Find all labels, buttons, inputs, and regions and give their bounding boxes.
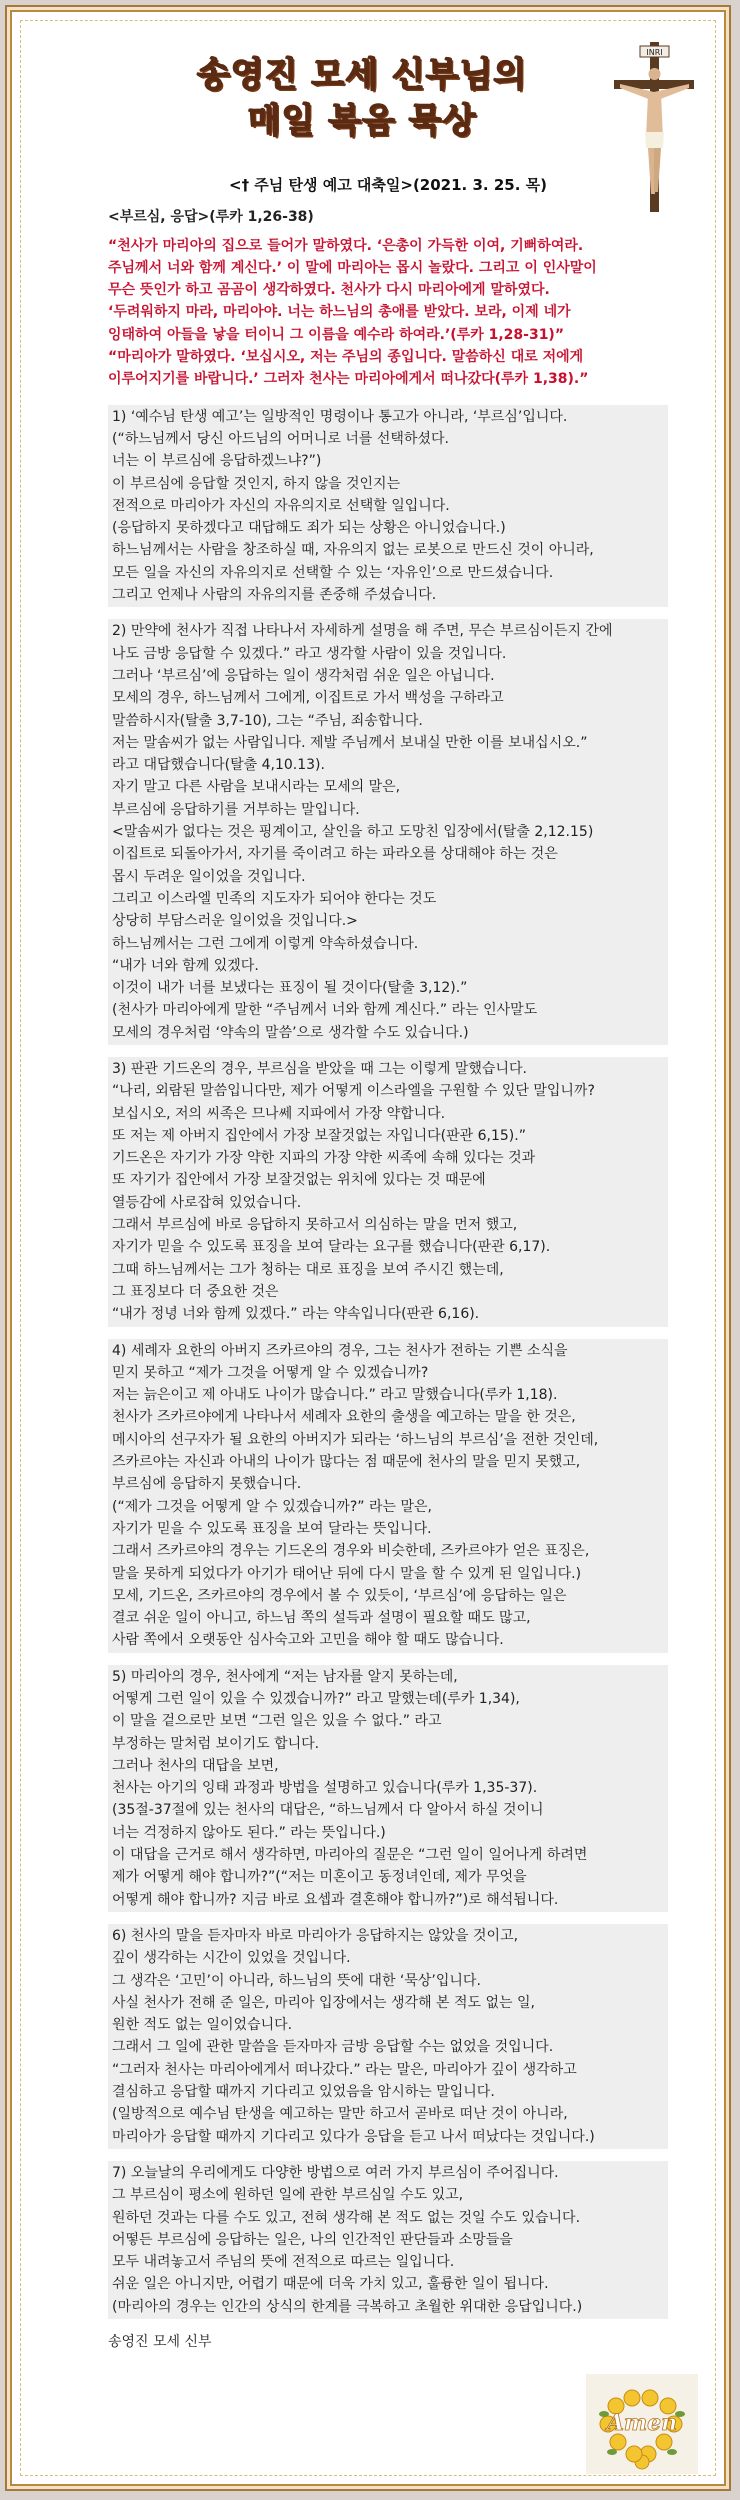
paragraph-line: 천사가 즈카르야에게 나타나서 세례자 요한의 출생을 예고하는 말을 한 것은, [112, 1409, 576, 1426]
paragraph-line: 결코 쉬운 일이 아니고, 하느님 쪽의 설득과 설명이 필요할 때도 많고, [112, 1610, 531, 1627]
paragraph-line: 사람 쪽에서 오랫동안 심사숙고와 고민을 해야 할 때도 많습니다. [112, 1632, 504, 1649]
paragraph-line: (응답하지 못하겠다고 대답해도 죄가 되는 상황은 아니었습니다.) [112, 520, 506, 537]
paragraph-line: 부르심에 응답하기를 거부하는 말입니다. [112, 801, 360, 818]
paragraph-line: (“제가 그것을 어떻게 알 수 있겠습니까?” 라는 말은, [112, 1498, 432, 1515]
paragraph-7 [108, 2161, 668, 2319]
amen-badge-icon [586, 2374, 698, 2474]
page-frame [10, 10, 726, 2486]
title-line-2: 매일 복음 묵상 [247, 101, 477, 141]
paragraph-line: (“하느님께서 당신 아드님의 어머니로 너를 선택하셨다. [112, 430, 449, 447]
paragraph-line: 사실 천사가 전해 준 일은, 마리아 입장에서는 생각해 본 적도 없는 일, [112, 1994, 535, 2011]
paragraph-line: 3) 판관 기드온의 경우, 부르심을 받았을 때 그는 이렇게 말했습니다. [112, 1060, 527, 1077]
paragraph-line: 이집트로 되돌아가서, 자기를 죽이려고 하는 파라오를 상대해야 하는 것은 [112, 846, 558, 863]
paragraph-line: 열등감에 사로잡혀 있었습니다. [112, 1194, 302, 1211]
paragraph-line: 그러나 ‘부르심’에 응답하는 일이 생각처럼 쉬운 일은 아닙니다. [112, 667, 495, 684]
paragraph-2 [108, 619, 668, 1045]
paragraph-line: 자기 말고 다른 사람을 보내시라는 모세의 말은, [112, 779, 401, 796]
paragraph-line: 하느님께서는 사람을 창조하실 때, 자유의지 없는 로봇으로 만드신 것이 아니라, [112, 542, 594, 559]
paragraph-line: 그 생각은 ‘고민’이 아니라, 하느님의 뜻에 대한 ‘묵상’입니다. [112, 1972, 481, 1989]
paragraph-line: 그리고 이스라엘 민족의 지도자가 되어야 한다는 것도 [112, 890, 437, 907]
paragraph-line: 이것이 내가 너를 보냈다는 표징이 될 것이다(탈출 3,12).” [112, 980, 468, 997]
signature: 송영진 모세 신부 [108, 2334, 212, 2351]
paragraph-line: “내가 정녕 너와 함께 있겠다.” 라는 약속입니다(판관 6,16). [112, 1306, 480, 1323]
page-title [12, 52, 712, 144]
paragraph-line: 부정하는 말처럼 보이기도 합니다. [112, 1735, 320, 1752]
headline: <† 주님 탄생 예고 대축일>(2021. 3. 25. 목) [229, 176, 547, 194]
gospel-line: 잉태하여 아들을 낳을 터이니 그 이름을 예수라 하여라.’(루카 1,28-31)” [108, 326, 565, 343]
gospel-line: “마리아가 말하였다. ‘보십시오, 저는 주님의 종입니다. 말씀하신 대로 저에게 [108, 349, 584, 366]
title-line-1: 송영진 모세 신부님의 [196, 55, 528, 95]
gospel-line: “천사가 마리아의 집으로 들어가 말하였다. ‘은총이 가득한 이여, 기뻐하여라. [108, 237, 584, 254]
paragraph-4 [108, 1339, 668, 1653]
paragraph-line: 2) 만약에 천사가 직접 나타나서 자세하게 설명을 해 주면, 무슨 부르심이든지 간에 [112, 623, 613, 640]
paragraph-line: 4) 세례자 요한의 아버지 즈카르야의 경우, 그는 천사가 전하는 기쁜 소식을 [112, 1342, 568, 1359]
paragraph-line: 그리고 언제나 사람의 자유의지를 존중해 주셨습니다. [112, 587, 437, 604]
paragraph-line: (35절-37절에 있는 천사의 대답은, “하느님께서 다 알아서 하실 것이니 [112, 1802, 544, 1819]
paragraph-line: 그래서 즈카르야의 경우는 기드온의 경우와 비슷한데, 즈카르야가 얻은 표징은, [112, 1543, 590, 1560]
gospel-line: 주님께서 너와 함께 계신다.’ 이 말에 마리아는 몹시 놀랐다. 그리고 이 인사말이 [108, 259, 597, 276]
subheading: <부르심, 응답>(루카 1,26-38) [108, 209, 314, 226]
paragraph-line: 1) ‘예수님 탄생 예고’는 일방적인 명령이나 통고가 아니라, ‘부르심’입니다. [112, 408, 568, 425]
paragraph-1 [108, 405, 668, 608]
gospel-quote [108, 235, 668, 391]
paragraph-line: (마리아의 경우는 인간의 상식의 한계를 극복하고 초월한 위대한 응답입니다.) [112, 2298, 583, 2315]
paragraph-line: 모든 일을 자신의 자유의지로 선택할 수 있는 ‘자유인’으로 만드셨습니다. [112, 564, 554, 581]
paragraph-line: 저는 말솜씨가 없는 사람입니다. 제발 주님께서 보내실 만한 이를 보내십시오.” [112, 734, 588, 751]
paragraph-line: <말솜씨가 없다는 것은 핑계이고, 살인을 하고 도망친 입장에서(탈출 2,12.15) [112, 824, 594, 841]
paragraph-line: 모세의 경우처럼 ‘약속의 말씀’으로 생각할 수도 있습니다.) [112, 1024, 469, 1041]
paragraph-line: 7) 오늘날의 우리에게도 다양한 방법으로 여러 가지 부르심이 주어집니다. [112, 2164, 559, 2181]
gospel-line: 이루어지기를 바랍니다.’ 그러자 천사는 마리아에게서 떠나갔다(루카 1,38).” [108, 371, 589, 388]
inri-sign: INRI [646, 48, 663, 57]
paragraph-line: “그러자 천사는 마리아에게서 떠나갔다.” 라는 말은, 마리아가 깊이 생각하고 [112, 2061, 577, 2078]
paragraph-line: 그 부르심이 평소에 원하던 일에 관한 부르심일 수도 있고, [112, 2187, 464, 2204]
paragraph-line: 라고 대답했습니다(탈출 4,10.13). [112, 757, 325, 774]
paragraph-line: 원한 적도 없는 일이었습니다. [112, 2017, 293, 2034]
paragraph-line: “내가 너와 함께 있겠다. [112, 957, 259, 974]
paragraph-line: 이 말을 겉으로만 보면 “그런 일은 있을 수 없다.” 라고 [112, 1713, 442, 1730]
paragraph-line: 그 표징보다 더 중요한 것은 [112, 1283, 279, 1300]
paragraph-line: 즈카르야는 자신과 아내의 나이가 많다는 점 때문에 천사의 말을 믿지 못했고, [112, 1454, 581, 1471]
paragraph-line: 저는 늙은이고 제 아내도 나이가 많습니다.” 라고 말했습니다(루카 1,18). [112, 1387, 558, 1404]
paragraph-3 [108, 1057, 668, 1327]
paragraph-line: 모세의 경우, 하느님께서 그에게, 이집트로 가서 백성을 구하라고 [112, 690, 504, 707]
paragraph-line: 또 자기가 집안에서 가장 보잘것없는 위치에 있다는 것 때문에 [112, 1172, 486, 1189]
paragraph-line: 자기가 믿을 수 있도록 표징을 보여 달라는 요구를 했습니다(판관 6,17). [112, 1239, 551, 1256]
paragraph-line: 믿지 못하고 “제가 그것을 어떻게 알 수 있겠습니까? [112, 1364, 429, 1381]
paragraph-line: 마리아가 응답할 때까지 기다리고 있다가 응답을 듣고 나서 떠났다는 것입니다.) [112, 2128, 595, 2145]
paragraph-line: 나도 금방 응답할 수 있겠다.” 라고 생각할 사람이 있을 것입니다. [112, 645, 507, 662]
paragraph-5 [108, 1665, 668, 1912]
paragraph-line: 전적으로 마리아가 자신의 자유의지로 선택할 일입니다. [112, 497, 450, 514]
paragraph-line: 이 대답을 근거로 해서 생각하면, 마리아의 질문은 “그런 일이 일어나게 하려면 [112, 1847, 588, 1864]
paragraph-line: 자기가 믿을 수 있도록 표징을 보여 달라는 뜻입니다. [112, 1520, 432, 1537]
gospel-line: ‘두려워하지 마라, 마리아야. 너는 하느님의 총애를 받았다. 보라, 이제 네가 [108, 304, 571, 321]
paragraph-line: 어떻든 부르심에 응답하는 일은, 나의 인간적인 판단들과 소망들을 [112, 2231, 513, 2248]
paragraph-line: 모두 내려놓고서 주님의 뜻에 전적으로 따르는 일입니다. [112, 2254, 455, 2271]
paragraph-line: 하느님께서는 그런 그에게 이렇게 약속하셨습니다. [112, 935, 419, 952]
paragraph-line: 그러나 천사의 대답을 보면, [112, 1757, 279, 1774]
paragraph-line: 이 부르심에 응답할 것인지, 하지 않을 것인지는 [112, 475, 401, 492]
paragraph-6 [108, 1924, 668, 2149]
paragraph-line: 그때 하느님께서는 그가 청하는 대로 표징을 보여 주시긴 했는데, [112, 1261, 504, 1278]
paragraph-line: 말을 못하게 되었다가 아기가 태어난 뒤에 다시 말을 할 수 있게 된 일입니다.) [112, 1565, 582, 1582]
paragraph-line: “나리, 외람된 말씀입니다만, 제가 어떻게 이스라엘을 구원할 수 있단 말입니까? [112, 1083, 595, 1100]
paragraph-line: 말씀하시자(탈출 3,7-10), 그는 “주님, 죄송합니다. [112, 712, 423, 729]
paragraph-line: 제가 어떻게 해야 합니까?”(“저는 미혼이고 동정녀인데, 제가 무엇을 [112, 1869, 527, 1886]
paragraph-line: (천사가 마리아에게 말한 “주님께서 너와 함께 계신다.” 라는 인사말도 [112, 1002, 538, 1019]
paragraph-line: 메시아의 선구자가 될 요한의 아버지가 되라는 ‘하느님의 부르심’을 전한 것인데, [112, 1431, 599, 1448]
paragraph-line: 쉬운 일은 아니지만, 어렵기 때문에 더욱 가치 있고, 훌륭한 일이 됩니다. [112, 2276, 549, 2293]
paragraph-line: 원하던 것과는 다를 수도 있고, 전혀 생각해 본 적도 없는 것일 수도 있습니다. [112, 2209, 581, 2226]
paragraph-line: 보십시오, 저의 씨족은 므나쎄 지파에서 가장 약합니다. [112, 1105, 446, 1122]
gospel-line: 무슨 뜻인가 하고 곰곰이 생각하였다. 천사가 다시 마리아에게 말하였다. [108, 282, 550, 299]
paragraph-line: 부르심에 응답하지 못했습니다. [112, 1476, 302, 1493]
amen-text: Amen [606, 2410, 678, 2436]
paragraph-line: 기드온은 자기가 가장 약한 지파의 가장 약한 씨족에 속해 있다는 것과 [112, 1150, 536, 1167]
paragraph-line: 몹시 두려운 일이었을 것입니다. [112, 868, 306, 885]
paragraph-line: 모세, 기드온, 즈카르야의 경우에서 볼 수 있듯이, ‘부르심’에 응답하는 일은 [112, 1587, 567, 1604]
paragraph-line: 6) 천사의 말을 듣자마자 바로 마리아가 응답하지는 않았을 것이고, [112, 1927, 519, 1944]
paragraph-line: 깊이 생각하는 시간이 있었을 것입니다. [112, 1950, 351, 1967]
paragraph-line: 어떻게 그런 일이 있을 수 있겠습니까?” 라고 말했는데(루카 1,34), [112, 1691, 520, 1707]
paragraph-list [108, 405, 668, 2319]
paragraph-line: 상당히 부담스러운 일이었을 것입니다.> [112, 913, 358, 930]
paragraph-line: (일방적으로 예수님 탄생을 예고하는 말만 하고서 곧바로 떠난 것이 아니라, [112, 2106, 568, 2123]
meditation-body [108, 174, 668, 2353]
paragraph-line: 결심하고 응답할 때까지 기다리고 있었음을 암시하는 말입니다. [112, 2084, 495, 2101]
paragraph-line: 너는 이 부르심에 응답하겠느냐?”) [112, 453, 322, 470]
paragraph-line: 그래서 부르심에 바로 응답하지 못하고서 의심하는 말을 먼저 했고, [112, 1217, 518, 1234]
paragraph-line: 또 저는 제 아버지 집안에서 가장 보잘것없는 자입니다(판관 6,15).” [112, 1127, 526, 1144]
paragraph-line: 어떻게 해야 합니까? 지금 바로 요셉과 결혼해야 합니까?”)로 해석됩니다. [112, 1891, 559, 1908]
paragraph-line: 천사는 아기의 잉태 과정과 방법을 설명하고 있습니다(루카 1,35-37). [112, 1780, 538, 1797]
paragraph-line: 5) 마리아의 경우, 천사에게 “저는 남자를 알지 못하는데, [112, 1668, 458, 1685]
paragraph-line: 너는 걱정하지 않아도 된다.” 라는 뜻입니다.) [112, 1824, 386, 1841]
paragraph-line: 그래서 그 일에 관한 말씀을 듣자마자 금방 응답할 수는 없었을 것입니다. [112, 2039, 554, 2056]
